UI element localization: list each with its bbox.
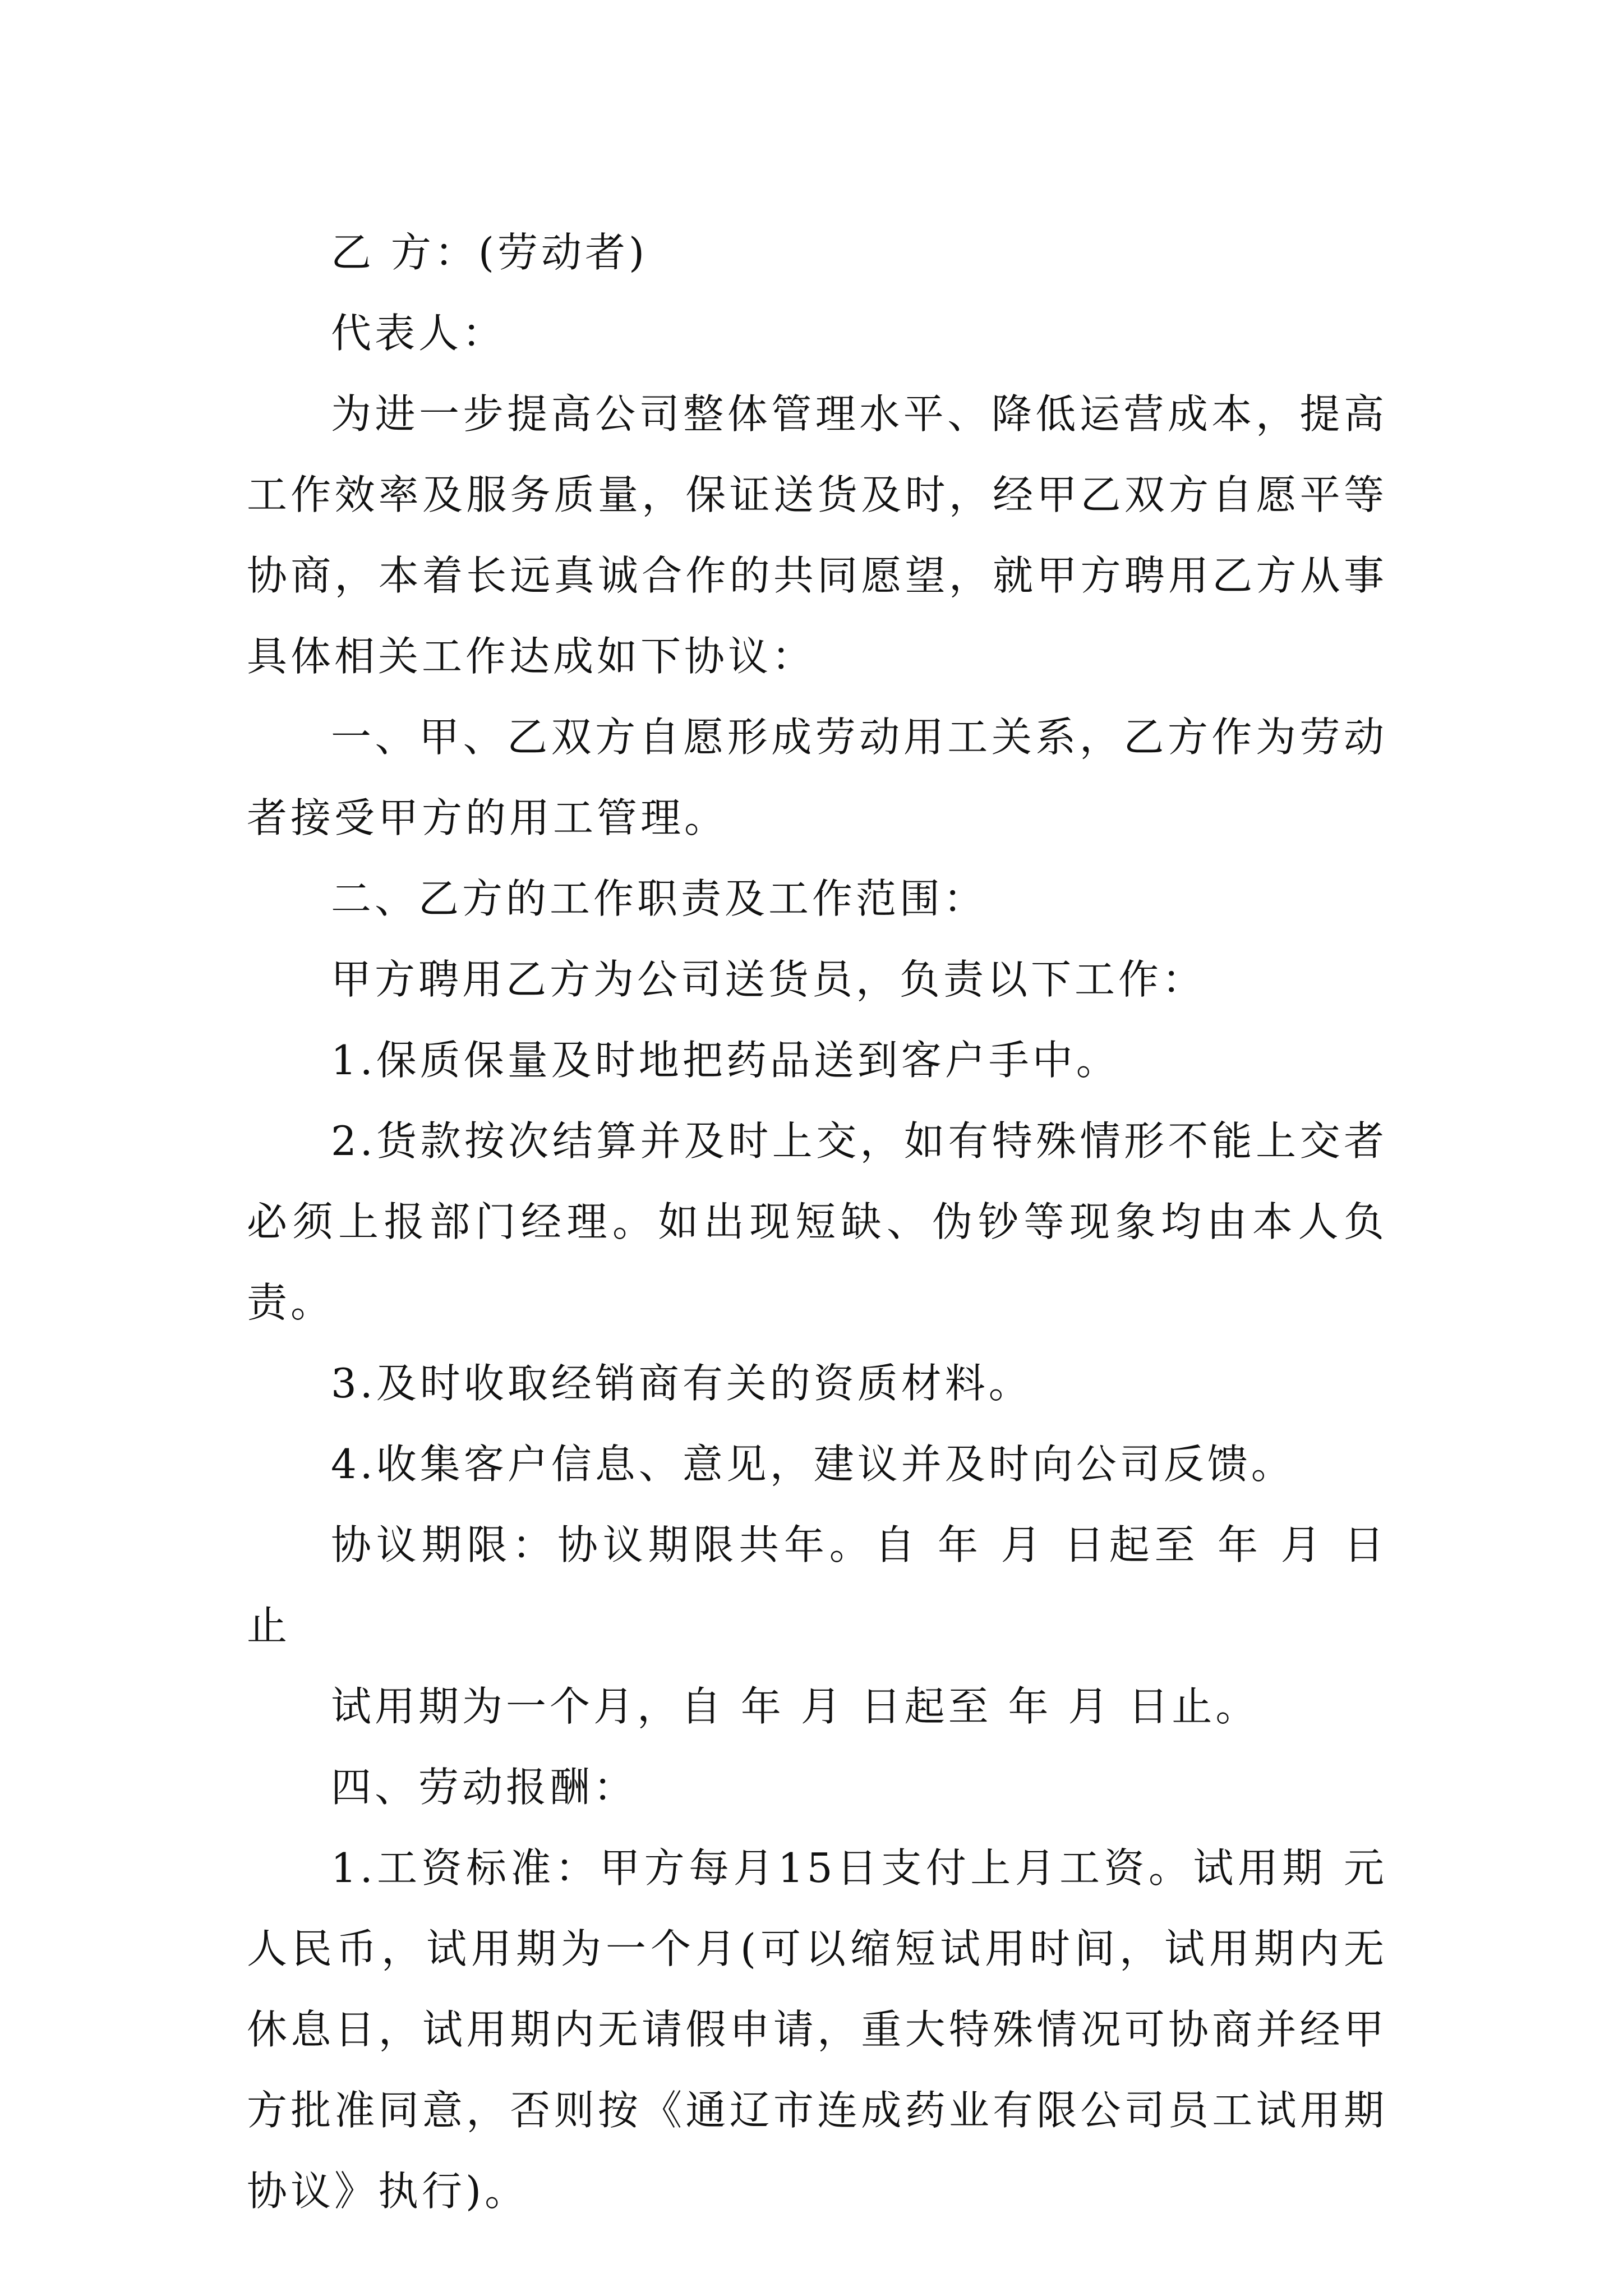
- document-body: [247, 212, 1387, 2231]
- wage-standard-paragraph: 1.工资标准：甲方每月15日支付上月工资。试用期 元人民币，试用期为一个月(可以缩短试用时间，试用期内无休息日，试用期内无请假申请，重大特殊情况可协商并经甲方批准同意，否则按《通辽市连成药业有限公司员工试用期协议》执行)。: [247, 1844, 1387, 2215]
- clause-4-heading: 四、劳动报酬：: [331, 1764, 638, 1811]
- probation-period-paragraph: 试用期为一个月，自 年 月 日起至 年 月 日止。: [331, 1683, 1260, 1730]
- agreement-term-paragraph: 协议期限：协议期限共年。自 年 月 日起至 年 月 日止: [247, 1521, 1387, 1649]
- clause-2-heading: 二、乙方的工作职责及工作范围：: [331, 875, 988, 922]
- representative-line: 代表人：: [331, 310, 506, 357]
- duty-item-4: 4.收集客户信息、意见，建议并及时向公司反馈。: [331, 1441, 1295, 1488]
- duty-item-2: 2.货款按次结算并及时上交，如有特殊情形不能上交者必须上报部门经理。如出现短缺、伪钞等现象均由本人负责。: [247, 1117, 1387, 1326]
- party-b-line: 乙 方：(劳动者): [331, 229, 648, 276]
- duty-item-3: 3.及时收取经销商有关的资质材料。: [331, 1360, 1032, 1407]
- clause-1-paragraph: 一、甲、乙双方自愿形成劳动用工关系，乙方作为劳动者接受甲方的用工管理。: [247, 714, 1387, 841]
- preamble-paragraph: 为进一步提高公司整体管理水平、降低运营成本，提高工作效率及服务质量，保证送货及时，经甲乙双方自愿平等协商，本着长远真诚合作的共同愿望，就甲方聘用乙方从事具体相关工作达成如下协议：: [247, 390, 1387, 680]
- duty-item-1: 1.保质保量及时地把药品送到客户手中。: [331, 1037, 1120, 1084]
- job-intro-paragraph: 甲方聘用乙方为公司送货员，负责以下工作：: [331, 956, 1206, 1003]
